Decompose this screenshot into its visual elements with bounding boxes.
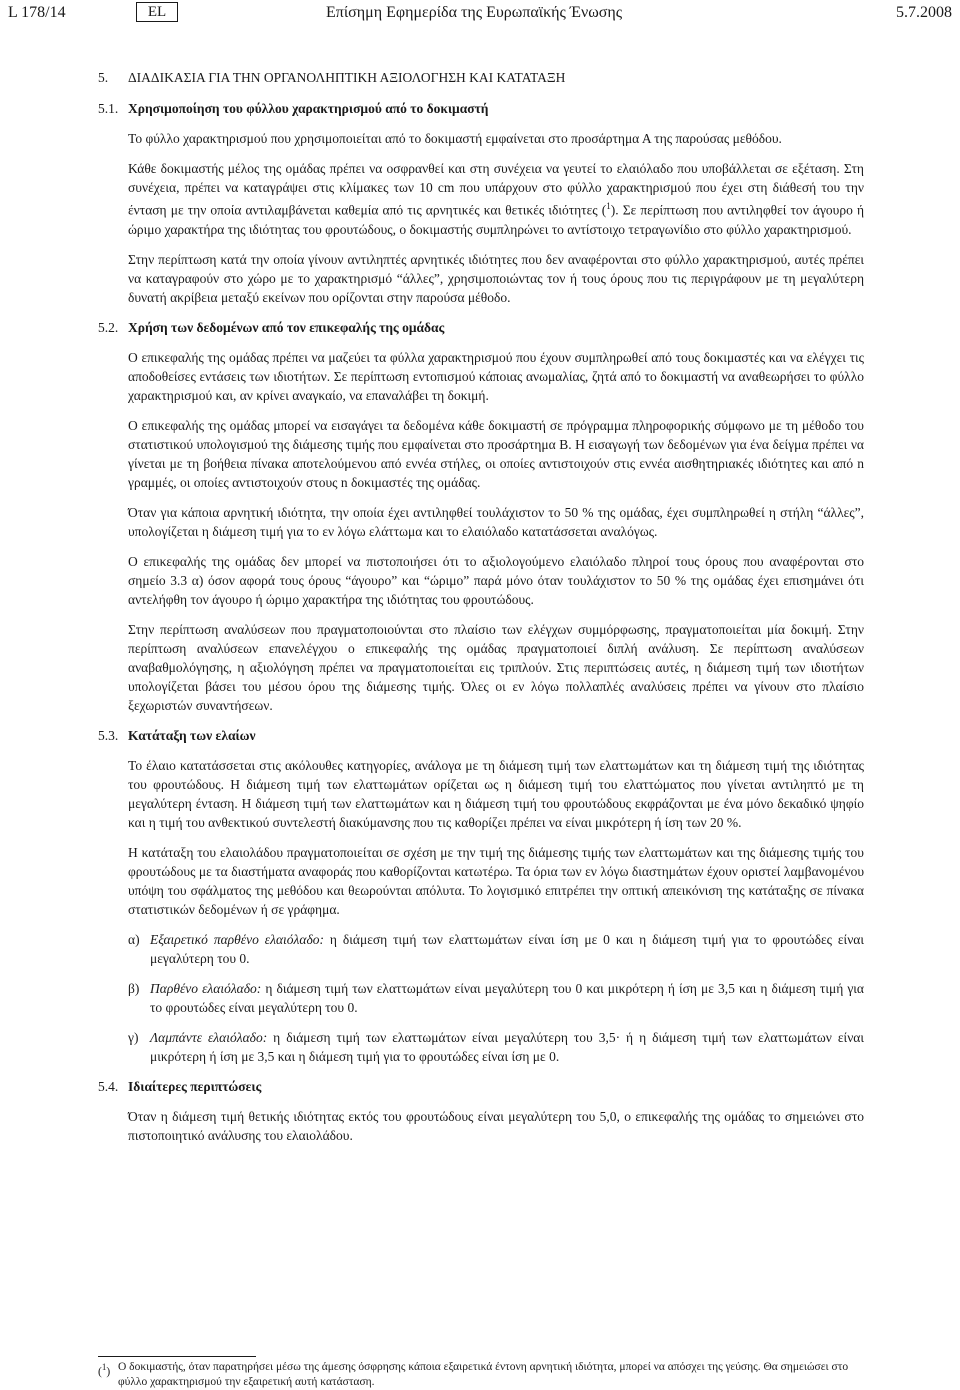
document-body xyxy=(98,68,864,1156)
category-name: Λαμπάντε ελαιόλαδο: xyxy=(150,1029,268,1045)
section-5-heading xyxy=(98,68,864,87)
list-label: α) xyxy=(128,931,140,947)
paragraph-text: Κάθε δοκιμαστής μέλος της ομάδας πρέπει να οσφρανθεί και στη συνέχεια να γευτεί το ελαιόλαδο που υποβάλλεται σε εξέταση. Στη συνέχεια, πρέπει να καταγράψει στις κλίμακες των 10 cm που υπάρχουν στο φύλλο χαρακτηρισμού που έχει στη διάθεσή του την ένταση με την οποία αντιλαμβάνεται καθεμία από τις αρνητικές και θετικές ιδιότητες ( xyxy=(128,161,864,218)
page-reference: L 178/14 xyxy=(8,4,66,21)
list-text xyxy=(150,1028,864,1066)
section-5-1-heading xyxy=(98,99,864,118)
journal-title: Επίσημη Εφημερίδα της Ευρωπαϊκής Ένωσης xyxy=(326,4,623,21)
paragraph: Όταν η διάμεση τιμή θετικής ιδιότητας εκτός του φρουτώδους είναι μεγαλύτερη του 5,0, ο επικεφαλής της ομάδας το σημειώνει στο πιστοποιητικό ανάλυσης του ελαιολάδου. xyxy=(128,1108,864,1143)
list-item xyxy=(128,930,864,968)
list-text xyxy=(150,979,864,1017)
publication-date: 5.7.2008 xyxy=(896,4,952,21)
footnote-reference: 1 xyxy=(606,201,611,211)
paragraph: Όταν για κάποια αρνητική ιδιότητα, την οποία έχει αντιληφθεί τουλάχιστον το 50 % της ομάδας, έχει συμπληρωθεί η στήλη “άλλες”, υπολογίζεται η διάμεση τιμή για το εν λόγω ελάττωμα και το ελαιόλαδο κατατάσσεται αναλόγως. xyxy=(128,504,864,539)
footnote-divider xyxy=(98,1356,256,1357)
section-number: 5.3. xyxy=(98,727,119,743)
category-name: Παρθένο ελαιόλαδο: xyxy=(150,980,262,996)
list-text xyxy=(150,930,864,968)
footnote-number: 1 xyxy=(101,1362,107,1372)
category-name: Εξαιρετικό παρθένο ελαιόλαδο: xyxy=(150,931,324,947)
section-number: 5.2. xyxy=(98,319,119,335)
page-header xyxy=(8,4,952,26)
footnote-mark: ($^1$) xyxy=(98,1362,111,1378)
paragraph-text: ). Σε περίπτωση που αντιληφθεί τον άγουρο ή ώριμο χαρακτήρα της ιδιότητας του φρουτώδους, ο δοκιμαστής συμπληρώνει το αντίστοιχο τετραγωνίδιο στο φύλλο χαρακτηρισμού. xyxy=(128,202,865,237)
paragraph: Το έλαιο κατατάσσεται στις ακόλουθες κατηγορίες, ανάλογα με τη διάμεση τιμή των ελαττωμάτων και τη διάμεση τιμή της ιδιότητας του φρουτώδους. Η διάμεση τιμή των ελαττωμάτων ορίζεται ως η διάμεση τιμή του ελαττώματος που γίνεται αντιληπτό με τη μεγαλύτερη ένταση. Η διάμεση τιμή των ελαττωμάτων και η διάμεση τιμή του φρουτώδους εκφράζονται με ένα μόνο δεκαδικό ψηφίο και η τιμή του ανθεκτικού συντελεστή διακύμανσης που τις καθορίζει πρέπει να είναι μικρότερη ή ίση των 20 %. xyxy=(128,757,864,830)
list-label: β) xyxy=(128,980,140,996)
section-title: Κατάταξη των ελαίων xyxy=(128,727,256,743)
section-5-3-heading xyxy=(98,726,864,745)
category-description: η διάμεση τιμή των ελαττωμάτων είναι μεγαλύτερη του 0 και μικρότερη ή ίση με 3,5 και η διάμεση τιμή για το φρουτώδες είναι μεγαλύτερη του 0. xyxy=(150,980,864,1015)
footnote-text: Ο δοκιμαστής, όταν παρατηρήσει μέσω της άμεσης όσφρησης κάποια εξαιρετικά έντονη αρνητική ιδιότητα, μπορεί να απόσχει της γεύσης. Θα σημειώσει στο φύλλο χαρακτηρισμού την εξαιρετική αυτή κατάσταση. xyxy=(118,1361,849,1388)
section-number: 5. xyxy=(98,70,109,85)
paragraph: Το φύλλο χαρακτηρισμού που χρησιμοποιείται από το δοκιμαστή εμφαίνεται στο προσάρτημα Α της παρούσας μεθόδου. xyxy=(128,131,782,146)
footnote xyxy=(98,1360,864,1390)
paragraph xyxy=(128,159,864,239)
paragraph: Στην περίπτωση κατά την οποία γίνουν αντιληπτές αρνητικές ιδιότητες που δεν αναφέρονται στο φύλλο χαρακτηρισμού, αυτές πρέπει να καταγραφούν στο χώρο με το χαρακτηρισμό “άλλες”, χρησιμοποιώντας τον ή τους όρους που τις περιγράφουν με τη μεγαλύτερη δυνατή ακρίβεια μεταξύ εκείνων που ορίζονται στην παρούσα μέθοδο. xyxy=(128,251,864,305)
section-5-2-heading xyxy=(98,318,864,337)
section-title: Ιδιαίτερες περιπτώσεις xyxy=(128,1078,262,1094)
section-number: 5.1. xyxy=(98,101,119,116)
section-title: Χρησιμοποίηση του φύλλου χαρακτηρισμού από το δοκιμαστή xyxy=(128,101,489,116)
section-number: 5.4. xyxy=(98,1078,119,1094)
section-5-4-heading xyxy=(98,1077,864,1096)
section-title: ΔΙΑΔΙΚΑΣΙΑ ΓΙΑ ΤΗΝ ΟΡΓΑΝΟΛΗΠΤΙΚΗ ΑΞΙΟΛΟΓΗΣΗ ΚΑΙ ΚΑΤΑΤΑΞΗ xyxy=(128,70,566,85)
language-badge: EL xyxy=(136,2,178,22)
paragraph: Η κατάταξη του ελαιολάδου πραγματοποιείται σε σχέση με την τιμή της διάμεσης τιμής των ελαττωμάτων και της διάμεσης τιμής του φρουτώδους με τα διαστήματα αναφοράς που καθορίζονται κατωτέρω. Τα όρια των εν λόγω διαστημάτων έχουν οριστεί λαμβανομένου υπόψη του σφάλματος της μεθόδου και θεωρούνται απόλυτα. Το λογισμικό επιτρέπει την οπτική απεικόνιση της κατάταξης σε πίνακα στατιστικών δεδομένων ή σε γράφημα. xyxy=(128,844,864,917)
paragraph: Ο επικεφαλής της ομάδας μπορεί να εισαγάγει τα δεδομένα κάθε δοκιμαστή σε πρόγραμμα πληροφορικής σύμφωνο με τη μέθοδο του στατιστικού υπολογισμού της διάμεσης τιμής που εμφαίνεται στο προσάρτημα Β. Η εισαγωγή των δεδομένων για ένα δείγμα πρέπει να γίνεται με τη βοήθεια πίνακα αποτελούμενου από εννέα στήλες, οι οποίες αντιστοιχούν στις εννέα αισθητηριακές ιδιότητες και από n γραμμές, οι οποίες αντιστοιχούν στους n δοκιμαστές της ομάδας. xyxy=(128,417,864,490)
list-item xyxy=(128,1028,864,1066)
list-label: γ) xyxy=(128,1029,139,1045)
paragraph: Ο επικεφαλής της ομάδας δεν μπορεί να πιστοποιήσει ότι το αξιολογούμενο ελαιόλαδο πληροί τους όρους που αναφέρονται στο σημείο 3.3 α) όσον αφορά τους όρους “άγουρο” και “ώριμο” παρά μόνο όταν τουλάχιστον το 50 % της ομάδας έχει επισημάνει ότι αντελήφθη τον άγουρο ή ώριμο χαρακτήρα της ιδιότητας του φρουτώδους. xyxy=(128,553,864,607)
category-description: η διάμεση τιμή των ελαττωμάτων είναι μεγαλύτερη του 3,5· ή η διάμεση τιμή των ελαττωμάτων είναι μικρότερη ή ίση με 3,5 και η διάμεση τιμή για το φρουτώδες είναι ίση με 0. xyxy=(150,1029,865,1064)
category-description: η διάμεση τιμή των ελαττωμάτων είναι ίση με 0 και η διάμεση τιμή για το φρουτώδες είναι μεγαλύτερη του 0. xyxy=(150,931,864,966)
list-item xyxy=(128,979,864,1017)
section-title: Χρήση των δεδομένων από τον επικεφαλής της ομάδας xyxy=(128,319,445,335)
paragraph: Ο επικεφαλής της ομάδας πρέπει να μαζεύει τα φύλλα χαρακτηρισμού που έχουν συμπληρωθεί από τους δοκιμαστές και να ελέγχει τις αποδοθείσες εντάσεις των ιδιοτήτων. Σε περίπτωση εντοπισμού κάποιας ανωμαλίας, ζητά από το δοκιμαστή να αναθεωρήσει το φύλλο χαρακτηρισμού και, αν κρίνει αναγκαίο, να επαναλάβει τη δοκιμή. xyxy=(128,349,864,403)
paragraph: Στην περίπτωση αναλύσεων που πραγματοποιούνται στο πλαίσιο των ελέγχων συμμόρφωσης, πραγματοποιείται μία δοκιμή. Στην περίπτωση αναλύσεων επανελέγχου ο επικεφαλής της ομάδας πραγματοποιεί διπλή ανάλυση. Σε περίπτωση αναλύσεων αναβαθμολόγησης, η αξιολόγηση πρέπει να πραγματοποιείται εις τριπλούν. Στις περιπτώσεις αυτές, η διάμεση τιμή των ιδιοτήτων υπολογίζεται βάσει του μέσου όρου της διάμεσης τιμής. Όλες οι εν λόγω πολλαπλές αναλύσεις πρέπει να γίνουν στο πλαίσιο ξεχωριστών συναντήσεων. xyxy=(128,621,864,713)
